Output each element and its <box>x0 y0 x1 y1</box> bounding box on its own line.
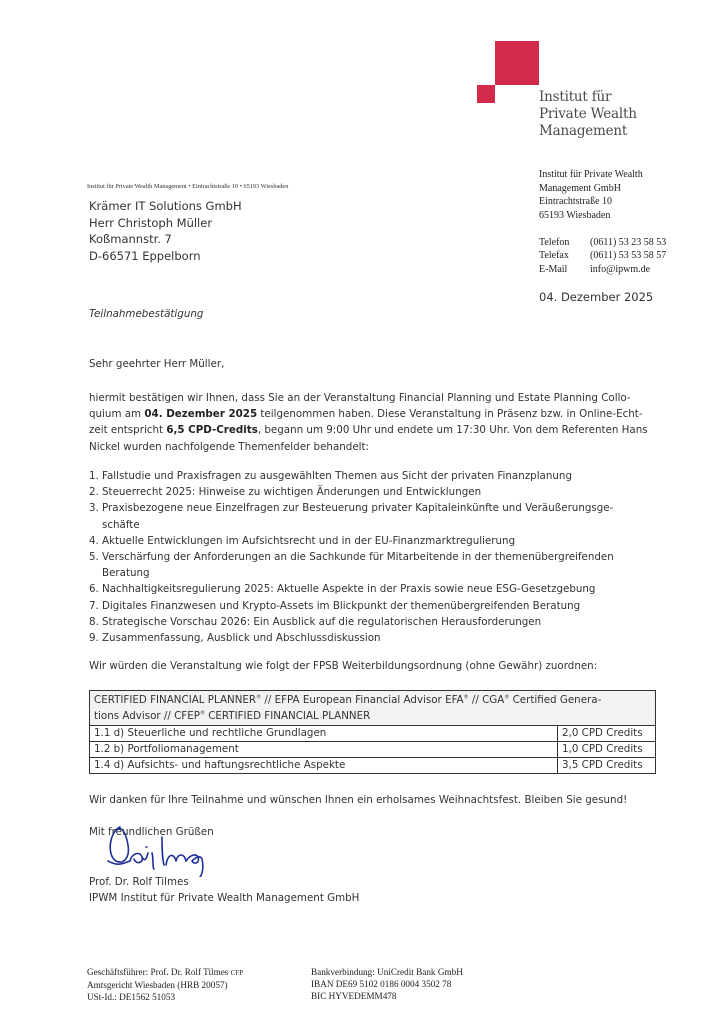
assignment-intro: Wir würden die Veranstaltung wie folgt der FPSB Weiterbildungsordnung (ohne Gewähr) zuordnen: <box>89 660 598 672</box>
contact-phone: Telefon (0611) 53 23 58 53 <box>539 236 667 248</box>
topics-list <box>89 468 654 646</box>
contact-fax: Telefax (0611) 53 53 58 57 <box>539 250 667 261</box>
cpd-credits-table <box>89 690 656 774</box>
recipient-street: Koßmannstr. 7 <box>89 232 172 246</box>
logo-large-square <box>495 41 539 85</box>
sender-return-address: Institut für Private Wealth Management • Eintrachtstraße 10 • 65193 Wiesbaden <box>87 183 289 190</box>
signer-block <box>89 874 359 906</box>
letter-subject: Teilnahmebestätigung <box>89 308 204 320</box>
recipient-name: Herr Christoph Müller <box>89 215 213 230</box>
body-paragraph: hiermit bestätigen wir Ihnen, dass Sie an der Veranstaltung Financial Planning und Estate Planning Collo- quium am 04. Dezember 2025 teilgenommen haben. Diese Veranstaltung in Präsenz bzw. in Online-Echt- zeit entspricht 6,5 CPD-Credits, begann um 9:00 Uhr und endete um 17:30 Uhr. Von dem Referenten Hans Nickel wurden nachfolgende Themenfelder behandelt: <box>89 392 648 453</box>
table-row: 1.4 d) Aufsichts- und haftungsrechtliche Aspekte 3,5 CPD Credits <box>90 758 656 774</box>
list-item: 2. Steuerrecht 2025: Hinweise zu wichtigen Änderungen und Entwicklungen <box>89 486 482 499</box>
email-link[interactable]: info@ipwm.de <box>590 263 651 275</box>
letter-date: 04. Dezember 2025 <box>539 290 654 304</box>
contact-email: E-Mail info@ipwm.de <box>539 263 651 275</box>
thanks-line: Wir danken für Ihre Teilnahme und wünschen Ihnen ein erholsames Weihnachtsfest. Bleiben Sie gesund! <box>89 794 628 806</box>
list-item: 6. Nachhaltigkeitsregulierung 2025: Aktuelle Aspekte in der Praxis sowie neue ESG-Gesetzgebung <box>89 583 596 596</box>
recipient-address <box>89 198 242 264</box>
closing: Mit freundlichen Grüßen <box>89 826 214 838</box>
list-item: 8. Strategische Vorschau 2026: Ein Ausblick auf die regulatorischen Herausforderungen <box>89 615 542 628</box>
contact-block: Institut für Private Wealth Management GmbH Eintrachtstraße 10 65193 Wiesbaden Telefon (0611) 53 23 58 53 Telefax (0611) 53 53 58 57 E-Mail info@ipwm.de <box>539 169 667 275</box>
logo-small-square <box>477 85 495 103</box>
list-item: 3. Praxisbezogene neue Einzelfragen zur Besteuerung privater Kapitaleinkünfte und Veräußerungsge- schäfte <box>89 502 614 531</box>
salutation: Sehr geehrter Herr Müller, <box>89 358 225 370</box>
signature-image <box>100 817 250 877</box>
recipient-city: D-66571 Eppelborn <box>89 248 201 263</box>
list-item: 1. Fallstudie und Praxisfragen zu ausgewählten Themen aus Sicht der privaten Finanzplanung <box>89 470 572 482</box>
cpd-credits-total: 6,5 CPD-Credits <box>166 424 258 437</box>
recipient-company: Krämer IT Solutions GmbH <box>89 199 242 213</box>
list-item: 9. Zusammenfassung, Ausblick und Abschlussdiskussion <box>89 632 381 645</box>
table-row: 1.1 d) Steuerliche und rechtliche Grundlagen 2,0 CPD Credits <box>90 726 656 742</box>
signer-name: Prof. Dr. Rolf Tilmes <box>89 876 189 888</box>
signer-org: IPWM Institut für Private Wealth Management GmbH <box>89 892 360 904</box>
list-item: 5. Verschärfung der Anforderungen an die Sachkunde für Mitarbeitende in der themenübergreifenden Beratung <box>89 551 614 580</box>
table-header: CERTIFIED FINANCIAL PLANNER® // EFPA European Financial Advisor EFA® // CGA® Certified Genera- tions Advisor // CFEP® CERTIFIED FINANCIAL PLANNER <box>90 691 656 726</box>
footer-bank-info: Bankverbindung: UniCredit Bank GmbH IBAN DE69 5102 0186 0004 3502 78 BIC HYVEDEMM478 <box>311 967 463 1002</box>
table-row: 1.2 b) Portfoliomanagement 1,0 CPD Credits <box>90 742 656 758</box>
list-item: 4. Aktuelle Entwicklungen im Aufsichtsrecht und in der EU-Finanzmarktregulierung <box>89 534 516 547</box>
event-date: 04. Dezember 2025 <box>144 408 258 421</box>
list-item: 7. Digitales Finanzwesen und Krypto-Assets im Blickpunkt der themenübergreifenden Beratung <box>89 599 581 612</box>
logo-wordmark: Institut für Private Wealth Management <box>539 89 637 139</box>
footer-company-info: Geschäftsführer: Prof. Dr. Rolf Tilmes CFP Amtsgericht Wiesbaden (HRB 20057) USt-Id.: DE1562 51053 <box>87 967 244 1003</box>
